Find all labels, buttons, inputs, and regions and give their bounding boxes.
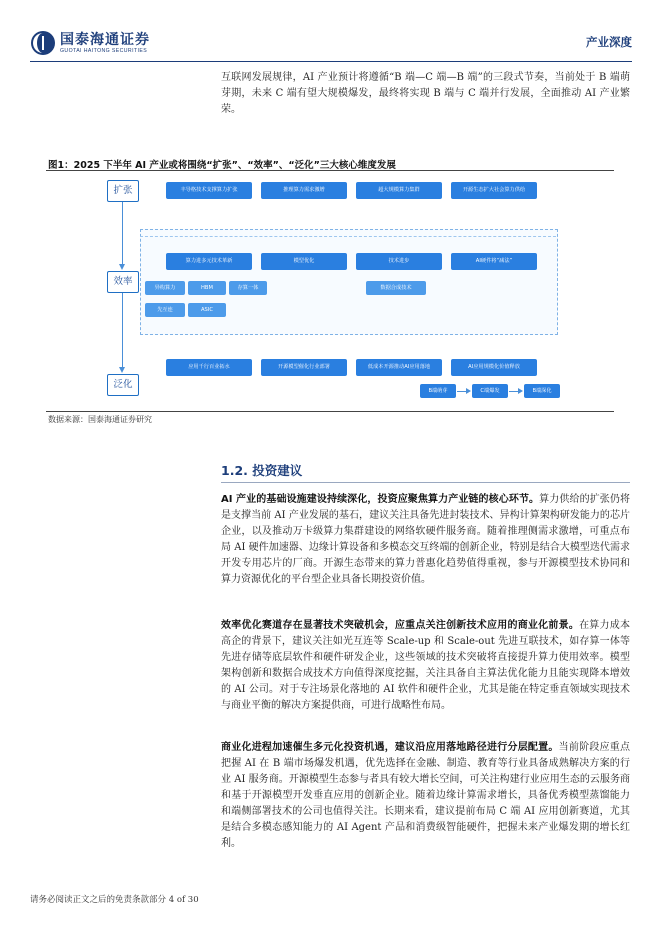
stage-efficiency: 效率 [107, 271, 139, 293]
generalization-box: AI应用规模化价值释放 [451, 359, 537, 376]
expansion-box: 超大规模算力集群 [356, 182, 442, 199]
footer-disclaimer: 请务必阅读正文之后的免责条款部分 [30, 895, 167, 905]
efficiency-box: AI硬件将“减法” [451, 253, 537, 270]
flow-step: C端爆发 [472, 384, 508, 398]
figure-bottom-rule [46, 411, 614, 412]
flow-arrowhead-1-icon [466, 388, 471, 394]
efficiency-subbox: 异构算力 [145, 281, 185, 295]
stage-connector-1 [122, 202, 123, 266]
header-divider [30, 61, 632, 62]
stage-connector-2 [122, 293, 123, 369]
figure-title: 图1：2025 下半年 AI 产业或将围绕“扩张”、“效率”、“泛化”三大核心维度发展 [48, 160, 396, 171]
flow-step: B端深化 [524, 384, 560, 398]
paragraph-body: 算力供给的扩张仍将是支撑当前 AI 产业发展的基石，建议关注具备先进封装技术、异构计算架构研发能力的芯片企业，以及推动万卡级算力集群建设的网络软硬件服务商。随着推理侧需求激增，可重点布局 AI 硬件加速器、边缘计算设备和多模态交互终端的创新企业，特别是结合大模型迭代需求开发专用芯片的厂商。开源生态带来的算力普惠化趋势值得重视，参与开源模型技术协同和算力资源优化的平台型企业具备长期投资价值。 [221, 494, 631, 585]
flow-step: B端萌芽 [420, 384, 456, 398]
recommendation-paragraph [221, 492, 630, 588]
efficiency-subbox: ASIC [188, 303, 226, 317]
efficiency-subbox: 数据合成技术 [366, 281, 426, 295]
efficiency-box: 技术进步 [356, 253, 442, 270]
efficiency-box: 模型优化 [261, 253, 347, 270]
page-footer [30, 893, 199, 905]
paragraph-lead: 效率优化赛道存在显著技术突破机会，应重点关注创新技术应用的商业化前景。 [221, 620, 580, 631]
section-divider [221, 482, 630, 483]
expansion-box: 丰导格技术支撑算力扩张 [166, 182, 252, 199]
efficiency-subbox: 存算一体 [229, 281, 267, 295]
paragraph-lead: 商业化进程加速催生多元化投资机遇，建议沿应用落地路径进行分层配置。 [221, 742, 559, 753]
generalization-box: 应用千行百业拓水 [166, 359, 252, 376]
paragraph-body: 当前阶段应重点把握 AI 在 B 端市场爆发机遇，优先选择在金融、制造、教育等行业具备成熟解决方案的行业 AI 服务商。开源模型生态参与者具有较大增长空间，可关注构建行业应用生态的云服务商和基于开源模型开发垂直应用的创新企业。随着边缘计算需求增长，具备优秀模型蒸馏能力和端侧部署技术的公司也值得关注。长期来看，建议提前布局 C 端 AI 应用创新赛道，尤其是结合多模态感知能力的 AI Agent 产品和消费级智能硬件，把握未来产业爆发期的增长红利。 [221, 742, 631, 849]
logo-english-name: GUOTAI HAITONG SECURITIES [60, 47, 148, 54]
recommendation-paragraph [221, 740, 630, 852]
logo-emblem-icon [30, 30, 56, 56]
figure-source: 数据来源：国泰海通证券研究 [48, 415, 152, 424]
report-type-label: 产业深度 [586, 35, 632, 49]
efficiency-subbox: HBM [188, 281, 226, 295]
logo-chinese-name: 国泰海通证券 [60, 31, 150, 48]
efficiency-subbox: 先互连 [145, 303, 185, 317]
expansion-box: 开源生态扩大社会算力供给 [451, 182, 537, 199]
flow-arrowhead-2-icon [518, 388, 523, 394]
generalization-box: 开源模型催化行业部署 [261, 359, 347, 376]
stage-arrow-1-icon [119, 264, 125, 270]
stage-expansion: 扩张 [107, 180, 139, 202]
page-number: 4 of 30 [168, 895, 199, 905]
expansion-box: 推理算力需求激增 [261, 182, 347, 199]
recommendation-paragraph [221, 618, 630, 714]
intro-paragraph: 互联网发展规律，AI 产业预计将遵循“B 端—C 端—B 端”的三段式节奏，当前处于 B 端萌芽期，未来 C 端有望大规模爆发，最终将实现 B 端与 C 端并行发展，全面推动 AI 产业繁荣。 [221, 72, 630, 115]
stage-arrow-2-icon [119, 367, 125, 373]
section-title: 1.2. 投资建议 [221, 463, 303, 478]
stage-generalization: 泛化 [107, 374, 139, 396]
paragraph-body: 在算力成本高企的背景下，建议关注如光互连等 Scale-up 和 Scale-out 先进互联技术，如存算一体等先进存储等底层软件和硬件研发企业，这些领域的技术突破将直接提升算力使用效率。模型架构创新和数据合成技术方向值得深度挖掘，关注具备自主算法优化能力且能实现降本增效的 AI 公司。对于专注场景化落地的 AI 软件和硬件企业，尤其是能在特定垂直领域实现技术与商业平衡的解决方案提供商，可进行战略性布局。 [221, 620, 631, 711]
company-logo [30, 30, 150, 56]
efficiency-box: 算力进多元技术革新 [166, 253, 252, 270]
figure-top-rule [46, 170, 614, 171]
paragraph-lead: AI 产业的基础设施建设持续深化，投资应聚焦算力产业链的核心环节。 [221, 494, 540, 505]
generalization-box: 低成本开源推动AI应用落地 [356, 359, 442, 376]
efficiency-band-divider [140, 236, 556, 237]
